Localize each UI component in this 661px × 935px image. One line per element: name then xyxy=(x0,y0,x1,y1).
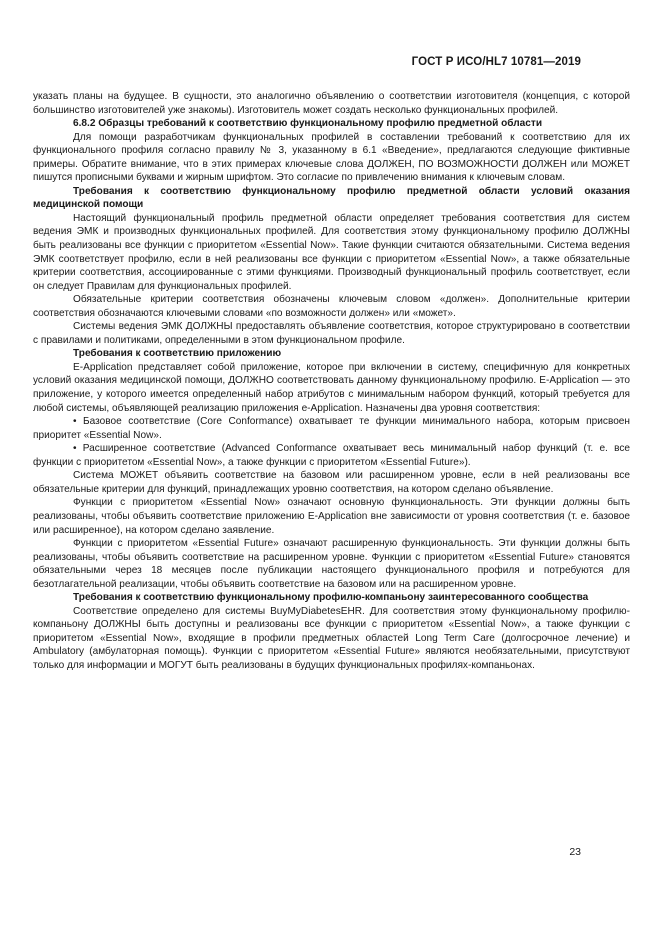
subheading-domain-profile: Требования к соответствию функциональному профилю предметной области условий оказания медицинской помощи xyxy=(33,185,630,211)
paragraph: Функции с приоритетом «Essential Now» означают основную функциональность. Эти функции должны быть реализованы, чтобы объявить соответствие приложению E-Application вне зависимости от уровня соответствия (т. е. базовое или расширенное), на котором сделано заявление. xyxy=(33,497,630,536)
page-number: 23 xyxy=(569,846,581,858)
document-body xyxy=(33,90,630,673)
paragraph: Обязательные критерии соответствия обозначены ключевым словом «должен». Дополнительные критерии соответствия обозначаются ключевыми словами «по возможности должен» или «может». xyxy=(33,294,630,319)
section-heading-6-8-2: 6.8.2 Образцы требований к соответствию функциональному профилю предметной области xyxy=(73,118,543,130)
list-item-advanced: • Расширенное соответствие (Advanced Conformance охватывает весь минимальный набор функций (т. е. все функции с приоритетом «Essential Now», а также функции с приоритетом «Essential Future»). xyxy=(33,443,630,468)
paragraph: Функции с приоритетом «Essential Future» означают расширенную функциональность. Эти функции должны быть реализованы, чтобы объявить соответствие на расширенном уровне. Функции с приоритетом «Essential Future» становятся обязательными через 18 месяцев после публикации настоящего функционального профиля и потребуются для безотлагательной реализации, чтобы объявить соответствие на базовом или на расширенном уровне. xyxy=(33,538,630,590)
paragraph: Система МОЖЕТ объявить соответствие на базовом или расширенном уровне, если в ней реализованы все обязательные критерии для функций, принадлежащих уровню соответствия, на котором сделано объявление. xyxy=(33,470,630,495)
paragraph: Системы ведения ЭМК ДОЛЖНЫ предоставлять объявление соответствия, которое структурировано в соответствии с правилами и политиками, определенными в этом функциональном профиле. xyxy=(33,321,630,346)
paragraph: Настоящий функциональный профиль предметной области определяет требования соответствия для систем ведения ЭМК и производных функциональных профилей. Для соответствия этому функциональному профилю ДОЛЖНЫ быть реализованы все функции с приоритетом «Essential Now». Такие функции считаются обязательными. Система ведения ЭМК соответствует профилю, если в ней реализованы все функции с приоритетом «Essential Now», а также обязательные критерии соответствия, ассоциированные с этими функциями. Производный функциональный профиль соответствует, если он следует Правилам для функциональных профилей. xyxy=(33,212,630,292)
list-item-core: • Базовое соответствие (Core Conformance) охватывает те функции минимального набора, которым присвоен приоритет «Essential Now». xyxy=(33,416,630,441)
document-standard-header: ГОСТ Р ИСО/HL7 10781—2019 xyxy=(411,56,581,68)
subheading-companion-profile: Требования к соответствию функциональному профилю-компаньону заинтересованного сообщества xyxy=(73,592,589,604)
paragraph: Для помощи разработчикам функциональных профилей в составлении требований к соответствию для их функционального профиля согласно правилу № 3, указанному в 6.1 «Введение», предлагаются следующие фиктивные примеры. Обратите внимание, что в этих примерах ключевые слова ДОЛЖЕН, ПО ВОЗМОЖНОСТИ ДОЛЖЕН или МОЖЕТ пишутся прописными буквами и жирным шрифтом. Это согласие по привлечению внимания к ключевым словам. xyxy=(33,131,630,184)
paragraph: Соответствие определено для системы BuyMyDiabetesEHR. Для соответствия этому функциональному профилю-компаньону ДОЛЖНЫ быть доступны и реализованы все функции с приоритетом «Essential Now», а также функции с приоритетом «Essential Now», входящие в профили предметных областей Long Term Care (долгосрочное лечение) и Ambulatory (амбулаторная помощь). Функции с приоритетом «Essential Future» являются необязательными, присутствуют только для информации и МОГУТ быть реализованы в будущих функциональных профилях-компаньонах. xyxy=(33,605,630,671)
paragraph-continuation: указать планы на будущее. В сущности, это аналогично объявлению о соответствии изготовителя (концепция, с которой большинство изготовителей уже знакомы). Изготовитель может создать несколько функциональных профилей. xyxy=(33,91,630,116)
subheading-application: Требования к соответствию приложению xyxy=(73,348,282,360)
paragraph: E-Application представляет собой приложение, которое при включении в систему, специфичную для конкретных условий оказания медицинской помощи, ДОЛЖНО соответствовать данному функциональному профилю. E-Application — это приложение, у которого имеется определенный набор атрибутов с минимальным набором функций, который требуется для любой системы, объявляющей реализацию приложения e-Application. Назначены два уровня соответствия: xyxy=(33,361,630,414)
